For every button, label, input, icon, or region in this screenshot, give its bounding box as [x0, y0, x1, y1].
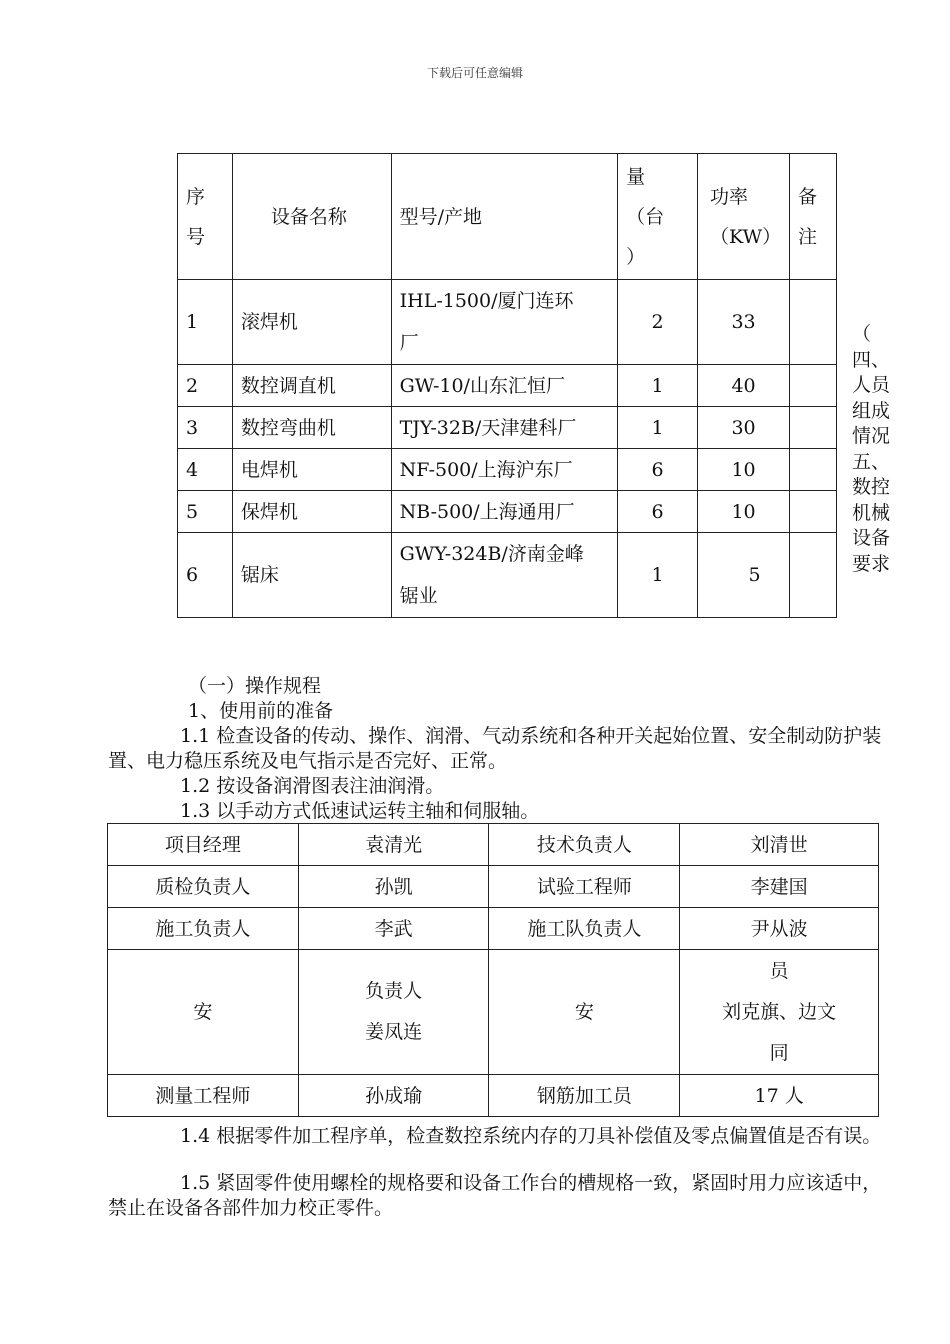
cell-power: 40 — [698, 365, 790, 407]
cell-person: 17 人 — [680, 1075, 879, 1117]
cell-model: NB-500/上海通用厂 — [391, 491, 618, 533]
paragraph-1-5: 1.5 紧固零件使用螺栓的规格要和设备工作台的槽规格一致，紧固时用力应该适中，禁止在设备各部件加力校正零件。 — [108, 1172, 882, 1219]
cell-person: 员 刘克旗、边文 同 — [680, 950, 879, 1075]
cell-name: 锯床 — [232, 533, 391, 618]
cell-seq: 2 — [178, 365, 233, 407]
cell-power: 10 — [698, 491, 790, 533]
cell-qty: 6 — [618, 491, 698, 533]
side-heading-vertical: （ 四、 人员 组成 情况 五、 数控 机械 设备 要求 — [852, 323, 891, 575]
cell-qty: 1 — [618, 533, 698, 618]
cell-role: 试验工程师 — [489, 866, 680, 908]
table-row — [178, 533, 837, 618]
cell-seq: 5 — [178, 491, 233, 533]
cell-name: 保焊机 — [232, 491, 391, 533]
table-row — [108, 824, 879, 866]
cell-seq: 1 — [178, 280, 233, 365]
cell-model: GW-10/山东汇恒厂 — [391, 365, 618, 407]
table-row — [108, 866, 879, 908]
table-row — [178, 449, 837, 491]
cell-model: GWY-324B/济南金峰 锯业 — [391, 533, 618, 618]
subsection-heading: 1、使用前的准备 — [188, 700, 334, 722]
table-header-row — [178, 154, 837, 280]
cell-note — [790, 365, 837, 407]
cell-person: 李武 — [298, 908, 489, 950]
cell-role: 施工队负责人 — [489, 908, 680, 950]
cell-note — [790, 491, 837, 533]
section-heading: （一）操作规程 — [188, 675, 322, 697]
cell-role: 安 — [108, 950, 299, 1075]
cell-person: 袁清光 — [298, 824, 489, 866]
cell-seq: 3 — [178, 407, 233, 449]
cell-role: 钢筋加工员 — [489, 1075, 680, 1117]
cell-note — [790, 533, 837, 618]
cell-qty: 1 — [618, 407, 698, 449]
header-note: 备 注 — [790, 154, 837, 280]
cell-seq: 6 — [178, 533, 233, 618]
cell-power: 30 — [698, 407, 790, 449]
staff-table — [107, 823, 879, 1117]
cell-person: 李建国 — [680, 866, 879, 908]
paragraph-1-1: 1.1 检查设备的传动、操作、润滑、气动系统和各种开关起始位置、安全制动防护装置、电力稳压系统及电气指示是否完好、正常。 — [108, 725, 882, 772]
table-row — [178, 365, 837, 407]
header-power: 功率 （KW） — [698, 154, 790, 280]
header-seq: 序 号 — [178, 154, 233, 280]
cell-model: NF-500/上海沪东厂 — [391, 449, 618, 491]
cell-person: 孙成瑜 — [298, 1075, 489, 1117]
cell-name: 滚焊机 — [232, 280, 391, 365]
cell-role: 项目经理 — [108, 824, 299, 866]
cell-role: 测量工程师 — [108, 1075, 299, 1117]
cell-person: 负责人 姜凤连 — [298, 950, 489, 1075]
cell-name: 数控调直机 — [232, 365, 391, 407]
table-row — [108, 908, 879, 950]
cell-power: 10 — [698, 449, 790, 491]
cell-person: 孙凯 — [298, 866, 489, 908]
page-header-watermark: 下载后可任意编辑 — [426, 66, 523, 80]
cell-qty: 1 — [618, 365, 698, 407]
cell-note — [790, 407, 837, 449]
cell-seq: 4 — [178, 449, 233, 491]
header-qty: 量 （台 ） — [618, 154, 698, 280]
cell-qty: 6 — [618, 449, 698, 491]
table-row — [178, 407, 837, 449]
header-name: 设备名称 — [232, 154, 391, 280]
table-row — [108, 1075, 879, 1117]
cell-name: 电焊机 — [232, 449, 391, 491]
cell-note — [790, 449, 837, 491]
cell-person: 尹从波 — [680, 908, 879, 950]
table-row — [178, 491, 837, 533]
equipment-table — [177, 153, 837, 618]
cell-note — [790, 280, 837, 365]
cell-power: 33 — [698, 280, 790, 365]
cell-role: 安 — [489, 950, 680, 1075]
cell-role: 质检负责人 — [108, 866, 299, 908]
cell-role: 技术负责人 — [489, 824, 680, 866]
paragraph-1-4: 1.4 根据零件加工程序单，检查数控系统内存的刀具补偿值及零点偏置值是否有误。 — [180, 1125, 882, 1147]
cell-model: TJY-32B/天津建科厂 — [391, 407, 618, 449]
cell-power: 5 — [698, 533, 790, 618]
table-row — [108, 950, 879, 1075]
cell-qty: 2 — [618, 280, 698, 365]
table-row — [178, 280, 837, 365]
cell-role: 施工负责人 — [108, 908, 299, 950]
header-model: 型号/产地 — [391, 154, 618, 280]
cell-person: 刘清世 — [680, 824, 879, 866]
cell-model: IHL-1500/厦门连环 厂 — [391, 280, 618, 365]
cell-name: 数控弯曲机 — [232, 407, 391, 449]
paragraph-1-2: 1.2 按设备润滑图表注油润滑。 — [180, 775, 445, 797]
paragraph-1-3: 1.3 以手动方式低速试运转主轴和伺服轴。 — [180, 800, 540, 822]
